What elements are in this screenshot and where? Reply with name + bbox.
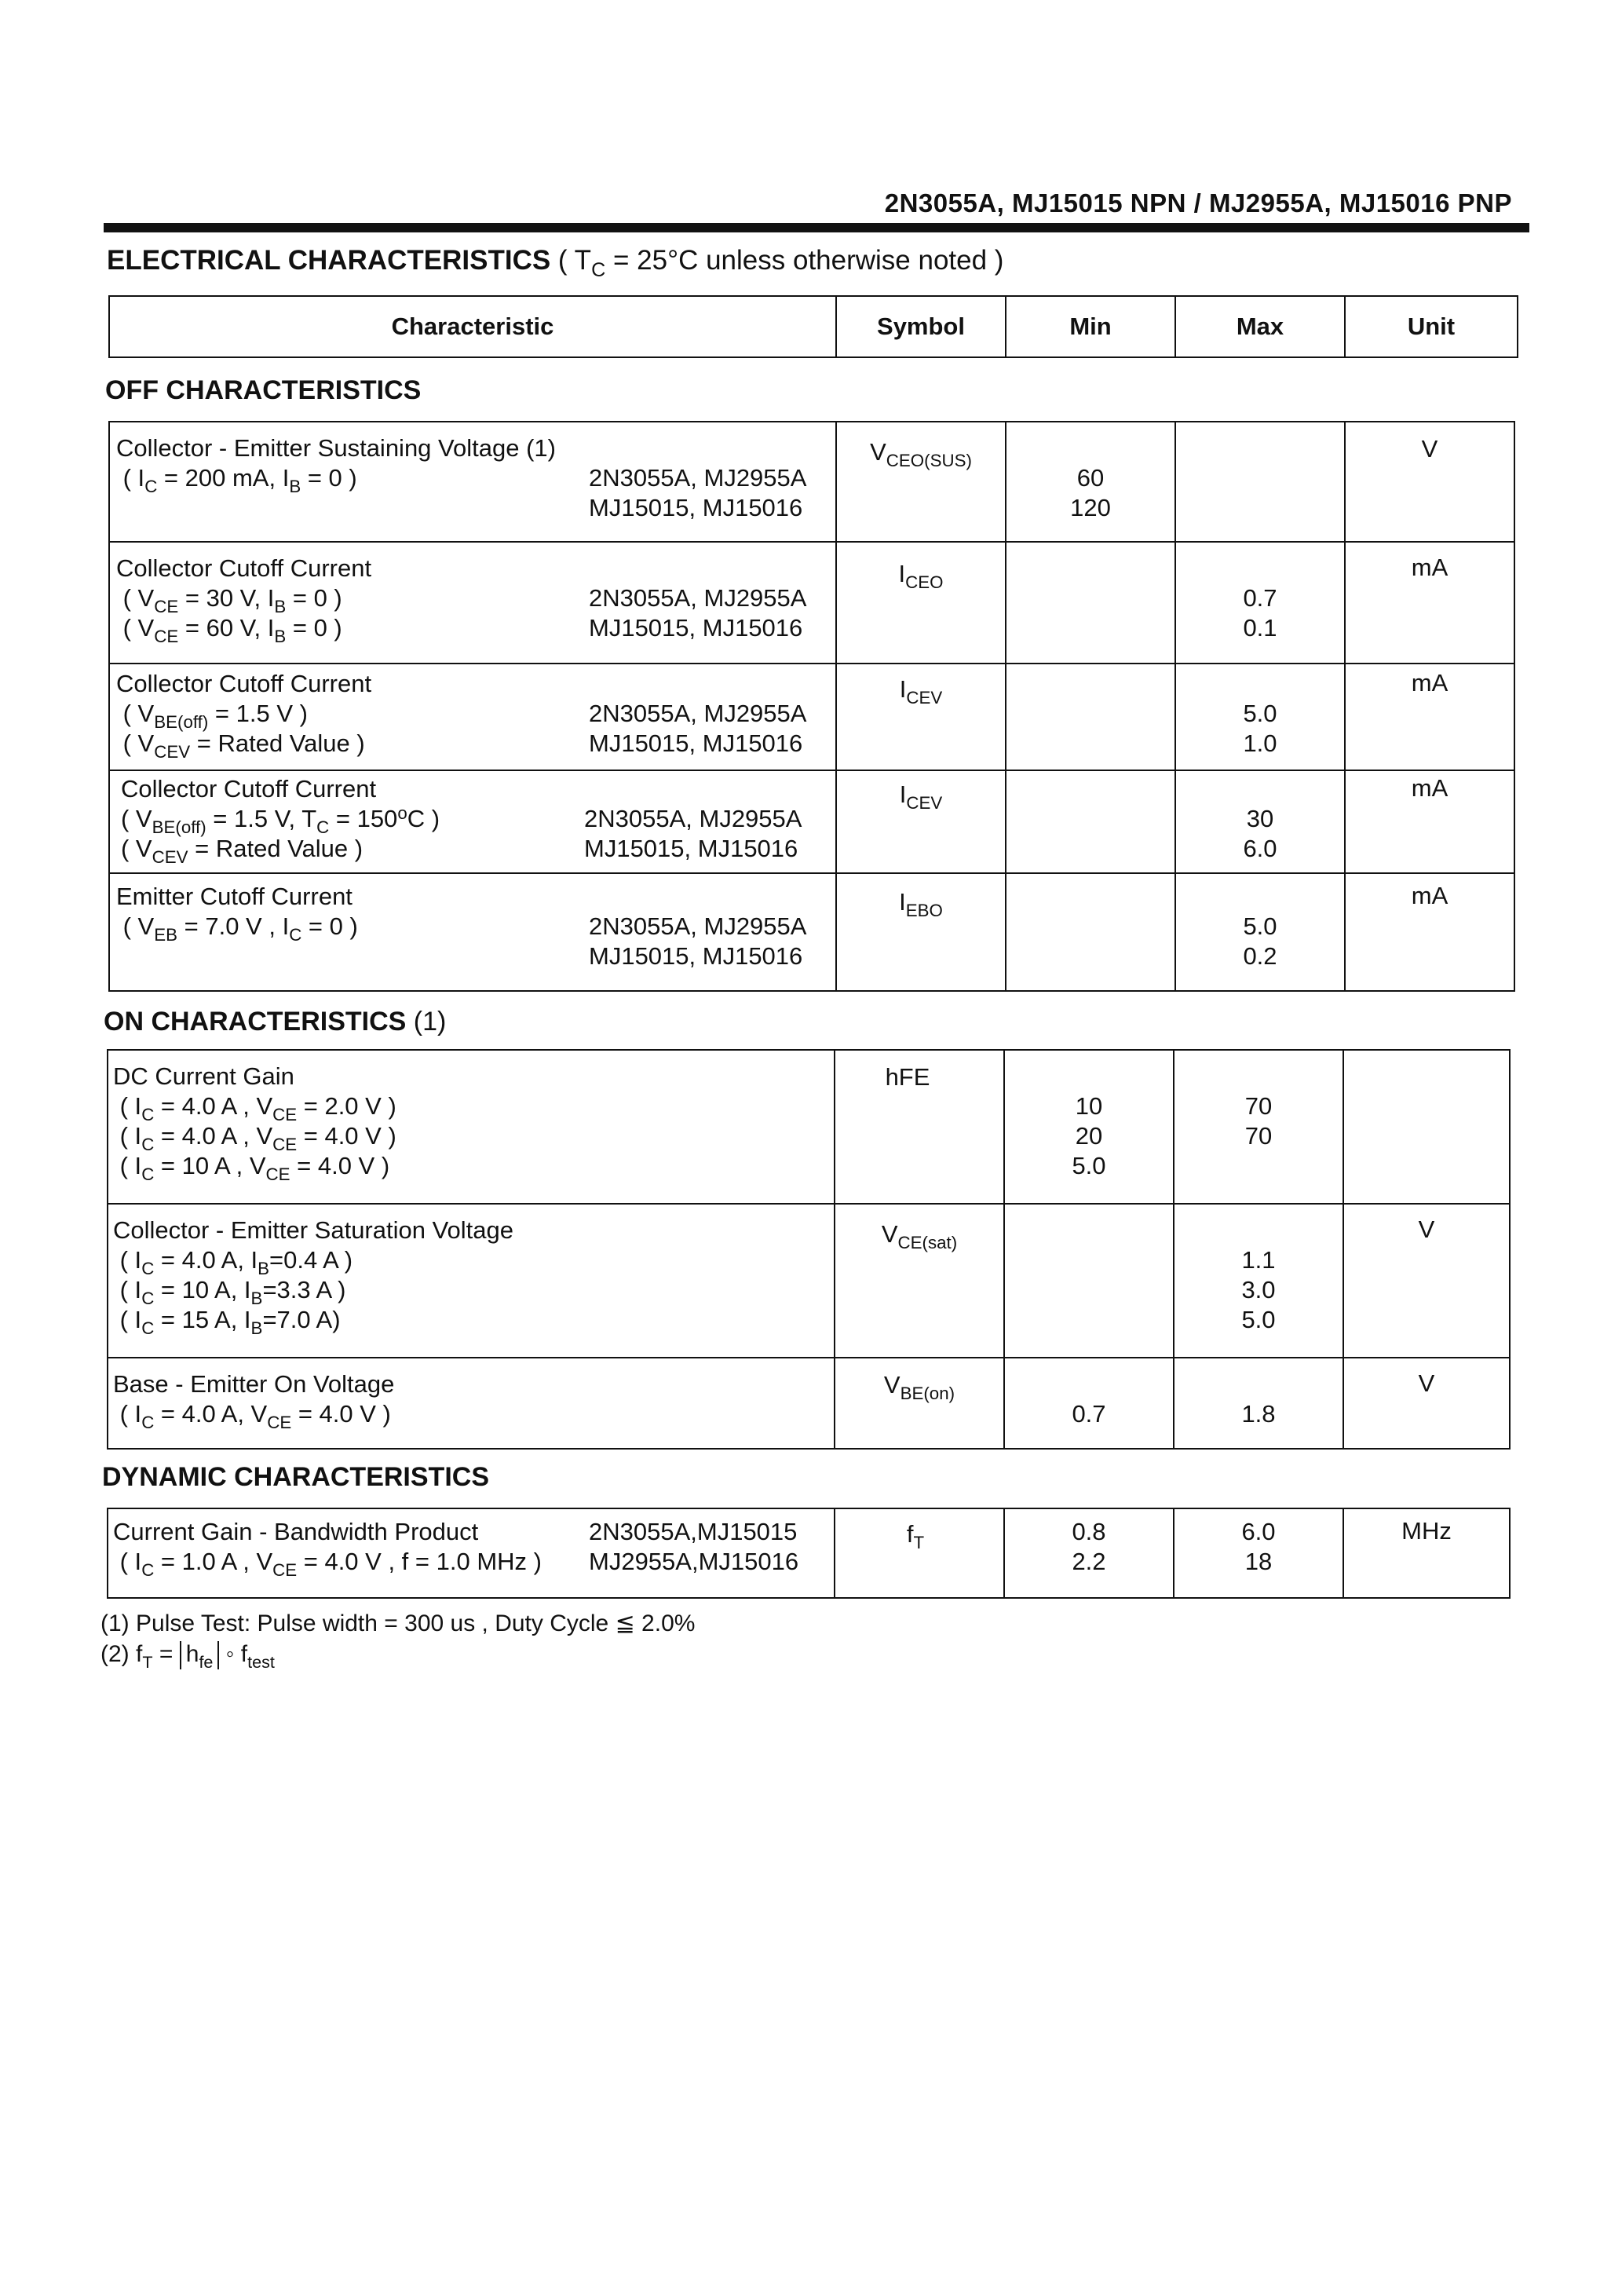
cell-max: 1.8 bbox=[1174, 1358, 1343, 1449]
cell-symbol: $V_{CEO(SUS)}$ bbox=[836, 422, 1006, 542]
cell-unit: mA bbox=[1345, 542, 1514, 664]
char-cond: ( $I_C = 15$ A, $I_B=7.0$ A) bbox=[119, 1306, 341, 1338]
char-name: Collector - Emitter Saturation Voltage bbox=[113, 1216, 514, 1244]
char-cond: ( $V_{CEV}$ = Rated Value ) MJ15015, MJ15016 bbox=[122, 729, 803, 762]
title-main: ELECTRICAL CHARACTERISTICS bbox=[107, 245, 551, 276]
char-cond: ( $V_{CEV}$ = Rated Value ) MJ15015, MJ15016 bbox=[121, 835, 798, 867]
section-off-heading: OFF CHARACTERISTICS bbox=[105, 375, 422, 405]
cell-min bbox=[1006, 664, 1175, 770]
table-row bbox=[109, 873, 1514, 991]
char-cond bbox=[116, 493, 831, 523]
device-label: MJ2955A,MJ15016 bbox=[589, 1548, 799, 1575]
cell-characteristic bbox=[108, 1050, 835, 1204]
cell-unit: mA bbox=[1345, 770, 1514, 873]
table-row bbox=[109, 664, 1514, 770]
on-characteristics-table bbox=[107, 1049, 1511, 1450]
char-cond: ( $V_{EB} = 7.0$ V , $I_C = 0$ ) 2N3055A, MJ2955A bbox=[122, 912, 807, 945]
device-label: MJ15015, MJ15016 bbox=[584, 835, 798, 862]
char-cond: ( $I_C = 1.0$ A , $V_{CE} = 4.0$ V , f = 1.0 MHz ) MJ2955A,MJ15016 bbox=[119, 1548, 799, 1580]
off-characteristics-table bbox=[108, 421, 1515, 992]
page-title bbox=[107, 245, 1004, 281]
char-name: Emitter Cutoff Current bbox=[116, 883, 353, 910]
cell-min: 10 20 5.0 bbox=[1004, 1050, 1174, 1204]
footnote-pulse-test: (1) Pulse Test: Pulse width = 300 us , Duty Cycle ≦ 2.0% bbox=[100, 1610, 696, 1636]
cell-min: 60 120 bbox=[1006, 422, 1175, 542]
cell-characteristic bbox=[109, 664, 836, 770]
cell-symbol: $I_{CEV}$ bbox=[836, 664, 1006, 770]
char-cond: ( $I_C = 4.0$ A, $V_{CE} = 4.0$ V ) bbox=[119, 1400, 391, 1432]
device-label: 2N3055A, MJ2955A bbox=[589, 700, 807, 727]
cell-min bbox=[1006, 542, 1175, 664]
cell-max: 70 70 bbox=[1174, 1050, 1343, 1204]
cell-unit: V bbox=[1345, 422, 1514, 542]
part-number-header: 2N3055A, MJ15015 NPN / MJ2955A, MJ15016 PNP bbox=[884, 188, 1512, 218]
cell-max: 30 6.0 bbox=[1175, 770, 1345, 873]
cell-symbol: $I_{EBO}$ bbox=[836, 873, 1006, 991]
cell-characteristic bbox=[108, 1204, 835, 1358]
table-row bbox=[108, 1204, 1510, 1358]
device-label: MJ15015, MJ15016 bbox=[589, 494, 803, 521]
cell-symbol: $f_T$ bbox=[835, 1508, 1004, 1598]
abs-hfe: $h_{fe}$ bbox=[180, 1641, 220, 1669]
table-row bbox=[108, 1358, 1510, 1449]
header-rule bbox=[104, 223, 1529, 232]
cell-symbol: $V_{BE(on)}$ bbox=[835, 1358, 1004, 1449]
table-row bbox=[108, 1050, 1510, 1204]
char-cond: ( $I_C = 4.0$ A , $V_{CE} = 4.0$ V ) bbox=[119, 1122, 396, 1154]
cell-min bbox=[1004, 1204, 1174, 1358]
col-unit: Unit bbox=[1345, 296, 1518, 357]
char-cond: ( $I_C = 4.0$ A, $I_B=0.4$ A ) bbox=[119, 1246, 353, 1278]
table-row bbox=[109, 542, 1514, 664]
device-label: 2N3055A, MJ2955A bbox=[584, 805, 802, 832]
cell-unit: mA bbox=[1345, 664, 1514, 770]
char-name: Collector Cutoff Current bbox=[121, 775, 377, 803]
table-row bbox=[108, 1508, 1510, 1598]
char-cond: ( $I_C = 10$ A, $I_B=3.3$ A ) bbox=[119, 1276, 346, 1308]
char-cond: ( $V_{BE(off)} = 1.5$ V, $T_C = 150^oC$ ) 2N3055A, MJ2955A bbox=[121, 803, 802, 837]
cell-max: 1.1 3.0 5.0 bbox=[1174, 1204, 1343, 1358]
table-row bbox=[109, 770, 1514, 873]
char-cond: ( $I_C = 10$ A , $V_{CE} = 4.0$ V ) bbox=[119, 1152, 390, 1184]
char-cond: ( $I_C = 4.0$ A , $V_{CE} = 2.0$ V ) bbox=[119, 1092, 396, 1124]
cell-min bbox=[1006, 770, 1175, 873]
cell-max bbox=[1175, 422, 1345, 542]
cell-max: 5.0 0.2 bbox=[1175, 873, 1345, 991]
char-cond: ( $V_{CE} = 30$ V, $I_B = 0$ ) 2N3055A, MJ2955A bbox=[122, 584, 807, 616]
cell-max: 0.7 0.1 bbox=[1175, 542, 1345, 664]
col-min: Min bbox=[1006, 296, 1175, 357]
char-name: DC Current Gain bbox=[113, 1062, 294, 1090]
column-header-table bbox=[108, 295, 1518, 358]
cell-min bbox=[1006, 873, 1175, 991]
section-dynamic-heading: DYNAMIC CHARACTERISTICS bbox=[102, 1462, 489, 1492]
cell-symbol: $V_{CE(sat)}$ bbox=[835, 1204, 1004, 1358]
cell-characteristic bbox=[109, 873, 836, 991]
cell-max: 5.0 1.0 bbox=[1175, 664, 1345, 770]
device-label: MJ15015, MJ15016 bbox=[589, 729, 803, 757]
char-cond: ( $V_{CE} = 60$ V, $I_B = 0$ ) MJ15015, MJ15016 bbox=[122, 614, 803, 646]
char-name: Collector Cutoff Current bbox=[116, 554, 372, 582]
cell-symbol: hFE bbox=[835, 1050, 1004, 1204]
device-label: 2N3055A, MJ2955A bbox=[589, 584, 807, 612]
device-label: 2N3055A,MJ15015 bbox=[589, 1518, 798, 1545]
char-cond bbox=[116, 941, 831, 971]
cell-unit: MHz bbox=[1343, 1508, 1510, 1598]
device-label: 2N3055A, MJ2955A bbox=[589, 912, 807, 940]
cell-unit: V bbox=[1343, 1204, 1510, 1358]
footnote-ft: (2) $f_T = h_{fe}$ ◦ $f_{test}$ bbox=[100, 1641, 275, 1672]
cell-unit: V bbox=[1343, 1358, 1510, 1449]
col-max: Max bbox=[1175, 296, 1345, 357]
section-on-heading: ON CHARACTERISTICS (1) bbox=[104, 1007, 447, 1036]
cell-unit: mA bbox=[1345, 873, 1514, 991]
cell-characteristic bbox=[108, 1358, 835, 1449]
cell-unit bbox=[1343, 1050, 1510, 1204]
device-label: MJ15015, MJ15016 bbox=[589, 942, 803, 970]
cell-characteristic bbox=[108, 1508, 835, 1598]
cell-characteristic bbox=[109, 770, 836, 873]
title-cond-rest: = 25°C unless otherwise noted ) bbox=[605, 245, 1004, 276]
cell-symbol: $I_{CEO}$ bbox=[836, 542, 1006, 664]
cell-symbol: $I_{CEV}$ bbox=[836, 770, 1006, 873]
device-label: 2N3055A, MJ2955A bbox=[589, 464, 807, 492]
col-symbol: Symbol bbox=[836, 296, 1006, 357]
cell-min: 0.8 2.2 bbox=[1004, 1508, 1174, 1598]
char-name: Current Gain - Bandwidth Product 2N3055A,MJ15015 bbox=[113, 1518, 798, 1545]
cell-min: 0.7 bbox=[1004, 1358, 1174, 1449]
char-name: Collector Cutoff Current bbox=[116, 670, 372, 697]
title-cond-open: ( T bbox=[550, 245, 592, 276]
char-name: Base - Emitter On Voltage bbox=[113, 1370, 395, 1398]
title-cond-sub: C bbox=[591, 258, 606, 281]
device-label: MJ15015, MJ15016 bbox=[589, 614, 803, 642]
char-name: Collector - Emitter Sustaining Voltage (1) bbox=[116, 434, 556, 462]
char-cond: ( $V_{BE(off)} = 1.5$ V ) 2N3055A, MJ2955A bbox=[122, 700, 807, 732]
cell-max: 6.0 18 bbox=[1174, 1508, 1343, 1598]
cell-characteristic bbox=[109, 422, 836, 542]
col-characteristic: Characteristic bbox=[109, 296, 836, 357]
table-row bbox=[109, 422, 1514, 542]
dynamic-characteristics-table bbox=[107, 1508, 1511, 1599]
char-cond: ( $I_C = 200$ mA, $I_B = 0$ ) 2N3055A, MJ2955A bbox=[122, 464, 807, 496]
cell-characteristic bbox=[109, 542, 836, 664]
